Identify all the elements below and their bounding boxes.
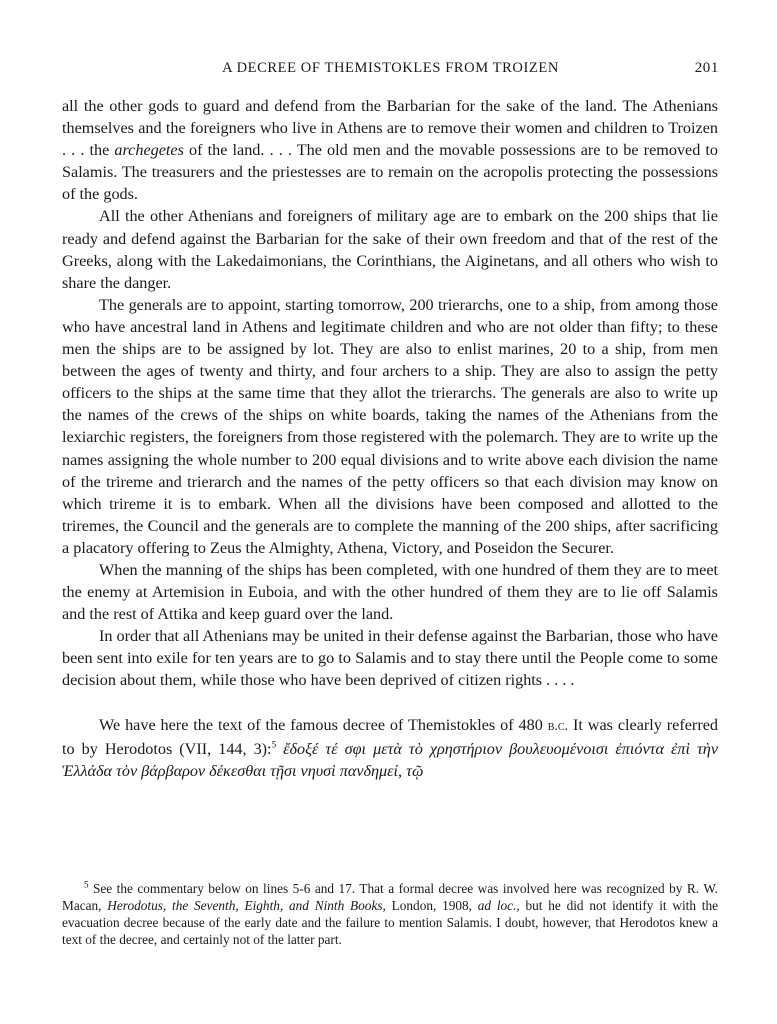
footnote-ref[interactable]: 5 [271, 739, 277, 750]
paragraph-5: In order that all Athenians may be united in their defense against the Barbarian, those who have been sent into exile for ten years are to go to Salamis and to stay there until the People come to some decision about them, while those who have been deprived of citizen rights . . . . [62, 627, 718, 690]
term-archegetes: archegetes [114, 141, 184, 160]
greek-quotation: ἔδοξέ τέ σφι μετὰ τὸ χρηστήριον βουλευομένοισι ἐπιόντα ἐπὶ τὴν Ἑλλάδα τὸν βάρβαρον δέκεσθαι τῇσι νηυσὶ πανδημεί, τῷ [62, 739, 718, 780]
paragraph-4: When the manning of the ships has been completed, with one hundred of them they are to meet the enemy at Artemision in Euboia, and with the other hundred of them they are to lie off Salamis and the rest of Attika and keep guard over the land. [62, 560, 718, 624]
paragraph-3: The generals are to appoint, starting tomorrow, 200 trierarchs, one to a ship, from among those who have ancestral land in Athens and legitimate children and who are not older than fifty; to these men the ships are to be assigned by lot. They are also to enlist marines, 20 to a ship, from men between the ages of twenty and thirty, and four archers to a ship. They are also to assign the petty officers to the ships at the same time that they allot the trierarchs. The generals are also to write up the names of the crews of the ships on white boards, taking the names of the Athenians from the lexiarchic registers, the foreigners from those registered with the polemarch. They are to write up the names assigning the whole number to 200 equal divisions and to write above each division the name of the trireme and trierarch and the names of the petty officers so that each division may know on which trireme it is to embark. When all the divisions have been composed and allotted to the triremes, the Council and the generals are to complete the manning of the 200 ships, after sacrificing a placatory offering to Zeus the Almighty, Athena, Victory, and Poseidon the Securer. [62, 295, 718, 557]
running-title: A DECREE OF THEMISTOKLES FROM TROIZEN [222, 60, 559, 76]
citation-locus: ad loc., [477, 898, 520, 913]
citation-title: Herodotus, the Seventh, Eighth, and Ninth Books, [107, 898, 386, 913]
running-header [62, 60, 719, 82]
page-number: 201 [694, 60, 719, 76]
body-text [62, 95, 718, 782]
footnote-marker: 5 [84, 879, 89, 890]
footnote: $^5$ See the commentary below on lines 5-6 and 17. That a formal decree was involved here was recognized by R. W. Macan, Herodotus, the Seventh, Eighth, and Ninth Books, London, 1908, ad loc., but he did not identify it with the evacuation decree because of the early date and the failure to mention Salamis. I doubt, however, that Herodotos knew a text of the decree, and certainly not of the latter part. [62, 879, 718, 947]
era-abbrev: b.c. [547, 718, 569, 734]
paragraph-6: We have here the text of the famous decree of Themistokles of 480 b.c. It was clearly referred to by Herodotos (VII, 144, 3):$^5$ ἔδοξέ τέ σφι μετὰ τὸ χρηστήριον βουλευομένοισι ἐπιόντα ἐπὶ τὴν Ἑλλάδα τὸν βάρβαρον δέκεσθαι τῇσι νηυσὶ πανδημεί, τῷ [62, 715, 718, 780]
paragraph-1: all the other gods to guard and defend from the Barbarian for the sake of the land. The Athenians themselves and the foreigners who live in Athens are to remove their women and children to Troizen . . . the archegetes of the land. . . . The old men and the movable possessions are to be removed to Salamis. The treasurers and the priestesses are to remain on the acropolis protecting the possessions of the gods. [62, 97, 719, 204]
paragraph-2: All the other Athenians and foreigners of military age are to embark on the 200 ships that lie ready and defend against the Barbarian for the sake of their own freedom and that of the rest of the Greeks, along with the Lakedaimonians, the Corinthians, the Aiginetans, and all others who wish to share the danger. [62, 207, 718, 292]
